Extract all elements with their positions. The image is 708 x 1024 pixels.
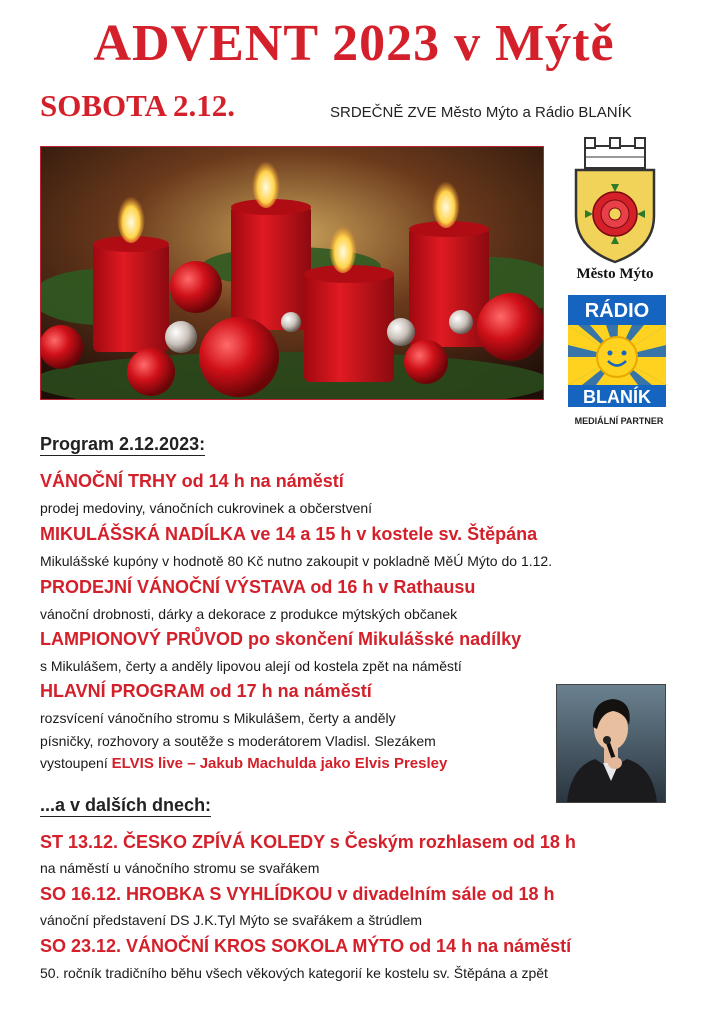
town-name-label: Město Mýto: [576, 266, 654, 282]
event-desc-exhibition: vánoční drobnosti, dárky a dekorace z produkce mýtských občanek: [40, 606, 458, 622]
event-desc-carols: na náměstí u vánočního stromu se svařákem: [40, 860, 320, 876]
event-desc-cross-run: 50. ročník tradičního běhu všech věkových kategorií ke kostelu sv. Štěpána a zpět: [40, 965, 548, 981]
program-heading: Program 2.12.2023:: [40, 434, 206, 454]
later-days-heading: ...a v dalších dnech:: [40, 795, 212, 815]
event-title-christmas-market: VÁNOČNÍ TRHY od 14 h na náměstí: [40, 471, 344, 491]
event-date: SOBOTA 2.12.: [40, 88, 235, 123]
event-desc-main-program-1: rozsvícení vánočního stromu s Mikulášem, čerty a anděly: [40, 710, 396, 726]
invitation-line: SRDEČNĚ ZVE Město Mýto a Rádio BLANÍK: [330, 104, 632, 121]
elvis-highlight: ELVIS live – Jakub Machulda jako Elvis Presley: [111, 755, 448, 772]
event-title-cross-run: SO 23.12. VÁNOČNÍ KROS SOKOLA MÝTO od 14 h na náměstí: [40, 936, 572, 956]
elvis-prefix: vystoupení: [40, 755, 112, 771]
town-coat-of-arms: [570, 136, 660, 266]
event-desc-main-program-3: [40, 755, 447, 772]
event-title-main-program: HLAVNÍ PROGRAM od 17 h na náměstí: [40, 681, 372, 701]
media-partner-label: MEDIÁLNÍ PARTNER: [574, 416, 664, 426]
event-title-lantern-parade: LAMPIONOVÝ PRŮVOD po skončení Mikulášské nadílky: [40, 629, 522, 649]
radio-name-line1: RÁDIO: [584, 300, 650, 322]
elvis-performer-photo: [556, 684, 666, 803]
event-title-carols: ST 13.12. ČESKO ZPÍVÁ KOLEDY s Českým rozhlasem od 18 h: [40, 832, 576, 852]
radio-name-line2: BLANÍK: [583, 387, 651, 407]
event-desc-lantern-parade: s Mikulášem, čerty a anděly lipovou alejí od kostela zpět na náměstí: [40, 658, 462, 674]
advent-wreath-illustration: [41, 147, 543, 399]
event-title-theatre: SO 16.12. HROBKA S VYHLÍDKOU v divadelním sále od 18 h: [40, 884, 555, 904]
radio-blanik-logo: [568, 295, 666, 407]
event-desc-st-nicholas: Mikulášské kupóny v hodnotě 80 Kč nutno zakoupit v pokladně MěÚ Mýto do 1.12.: [40, 553, 553, 569]
event-title-exhibition: PRODEJNÍ VÁNOČNÍ VÝSTAVA od 16 h v Rathausu: [40, 577, 476, 597]
event-desc-christmas-market: prodej medoviny, vánočních cukrovinek a občerstvení: [40, 500, 373, 516]
event-desc-main-program-2: písničky, rozhovory a soutěže s moderátorem Vladisl. Slezákem: [40, 733, 436, 749]
poster-title: ADVENT 2023 v Mýtě: [93, 15, 615, 72]
advent-candles-photo: [40, 146, 544, 400]
event-title-st-nicholas: MIKULÁŠSKÁ NADÍLKA ve 14 a 15 h v kostele sv. Štěpána: [40, 524, 538, 544]
event-desc-theatre: vánoční představení DS J.K.Tyl Mýto se svařákem a štrúdlem: [40, 912, 423, 928]
